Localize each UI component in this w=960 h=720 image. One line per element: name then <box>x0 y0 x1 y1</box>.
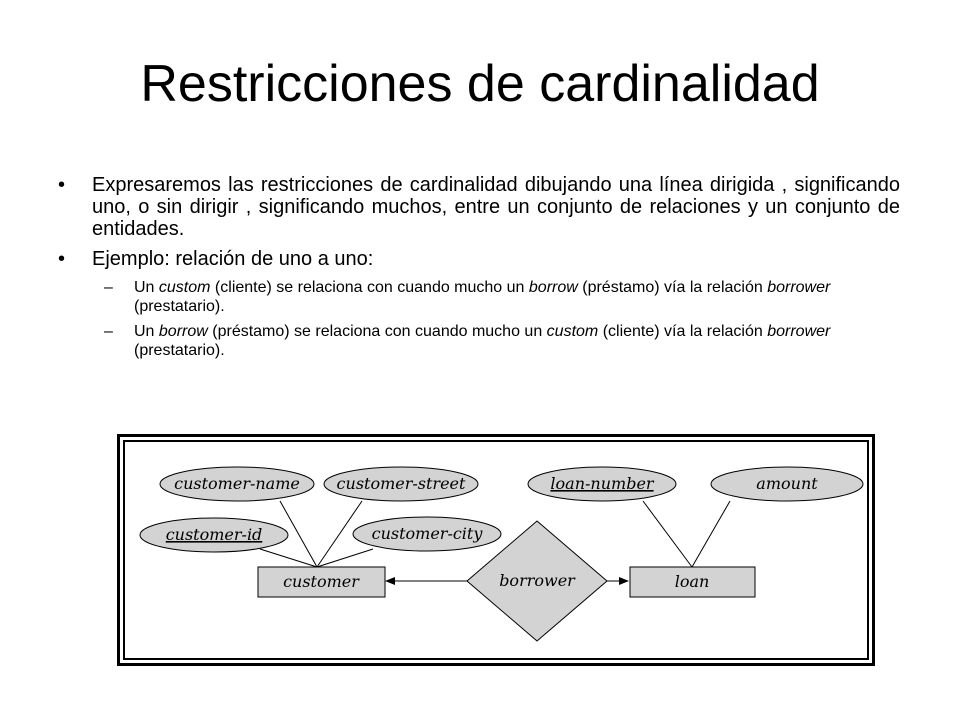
bullet-marker: • <box>58 174 66 196</box>
attribute-customer-name <box>160 467 314 501</box>
sub-bullet-item <box>92 322 900 360</box>
entity-label: customer <box>283 572 359 591</box>
bullet-text: Ejemplo: relación de uno a uno: <box>92 248 374 270</box>
er-diagram-frame <box>117 434 875 666</box>
sub-bullet-marker: – <box>104 323 113 340</box>
attribute-customer-street <box>324 467 478 501</box>
sub-bullet-list <box>92 278 900 360</box>
sub-bullet-text: Un custom (cliente) se relaciona con cuando mucho un borrow (préstamo) vía la relación borrower (prestatario). <box>134 279 831 315</box>
sub-bullet-item <box>92 278 900 316</box>
relationship-label: borrower <box>499 571 575 590</box>
sub-bullet-marker: – <box>104 279 113 296</box>
bullet-item <box>58 248 900 270</box>
attribute-label-key: loan-number <box>550 474 654 493</box>
er-diagram <box>125 442 867 658</box>
attribute-label-key: customer-id <box>165 525 263 544</box>
bullet-item <box>58 174 900 240</box>
er-diagram-inner-frame <box>123 440 869 660</box>
entity-label: loan <box>674 572 710 591</box>
attribute-label: customer-name <box>174 474 300 493</box>
entity-loan <box>630 567 755 597</box>
bullet-list <box>58 174 900 360</box>
attribute-customer-city <box>353 517 501 551</box>
attribute-loan-number <box>528 467 676 501</box>
slide-title: Restricciones de cardinalidad <box>140 55 820 113</box>
entity-customer <box>258 567 385 597</box>
bullet-marker: • <box>58 248 66 270</box>
attribute-customer-id <box>140 518 288 552</box>
sub-bullet-text: Un borrow (préstamo) se relaciona con cuando mucho un custom (cliente) vía la relación borrower (prestatario). <box>134 323 831 359</box>
attribute-label: amount <box>756 474 818 493</box>
attribute-amount <box>711 467 863 501</box>
attribute-label: customer-city <box>371 524 483 543</box>
attribute-label: customer-street <box>336 474 466 493</box>
bullet-text: Expresaremos las restricciones de cardinalidad dibujando una línea dirigida , significando uno, o sin dirigir , significando muchos, entre un conjunto de relaciones y un conjunto de entidades. <box>92 174 900 240</box>
